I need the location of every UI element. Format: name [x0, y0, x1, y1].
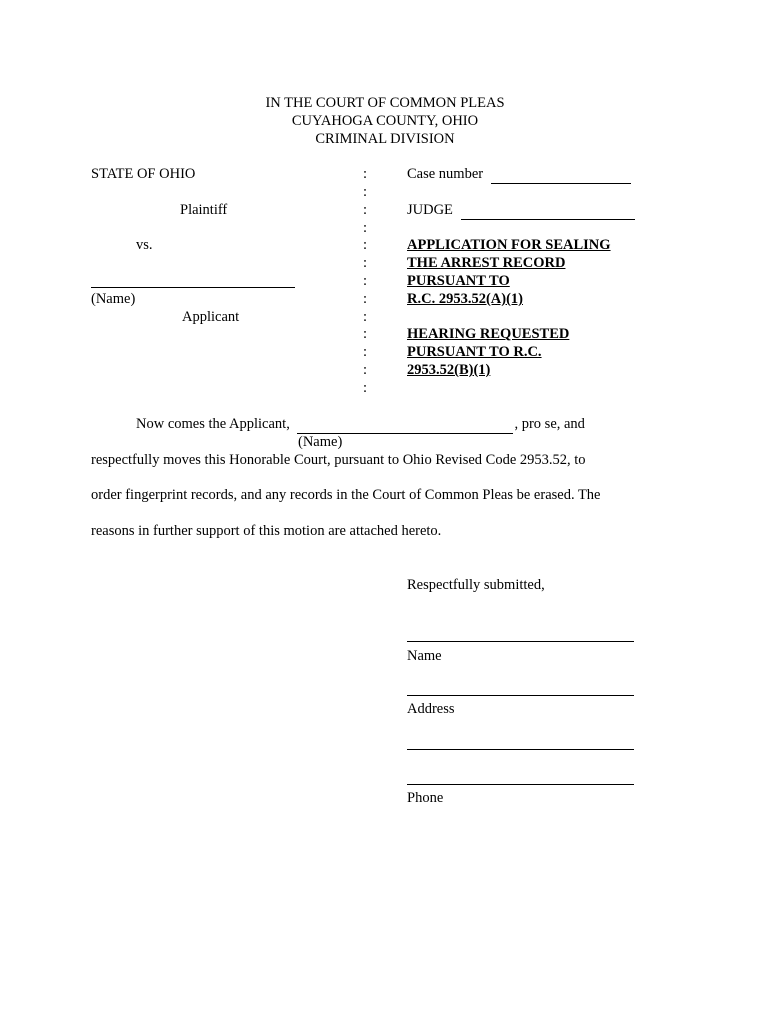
caption-colon: : [363, 237, 368, 253]
address-line-1[interactable] [407, 695, 634, 696]
caption-colon: : [363, 166, 368, 182]
court-name: IN THE COURT OF COMMON PLEAS [265, 95, 505, 111]
intro-end-text: , pro se, and [514, 416, 585, 432]
phone-line[interactable] [407, 784, 634, 785]
name-caption: (Name) [91, 291, 136, 307]
caption-colon: : [363, 326, 368, 342]
caption-colon: : [363, 202, 368, 218]
applicant-name-blank[interactable] [297, 416, 513, 434]
address-label: Address [407, 701, 455, 717]
name-signature-line[interactable] [407, 641, 634, 642]
address-line-2[interactable] [407, 749, 634, 750]
application-title-line: PURSUANT TO [407, 273, 510, 289]
plaintiff-label: Plaintiff [180, 202, 228, 218]
caption-colon: : [363, 344, 368, 360]
caption-colon: : [363, 362, 368, 378]
intro-start-text: Now comes the Applicant, [136, 416, 290, 432]
judge-field [407, 202, 635, 220]
case-number-field [407, 166, 631, 184]
state-label: STATE OF OHIO [91, 166, 196, 182]
application-title-line: R.C. 2953.52(A)(1) [407, 291, 523, 307]
caption-colon: : [363, 380, 368, 396]
county-name: CUYAHOGA COUNTY, OHIO [291, 113, 479, 129]
caption-colon: : [363, 184, 368, 200]
application-title-line: APPLICATION FOR SEALING [407, 237, 611, 253]
hearing-request-line: PURSUANT TO R.C. [407, 344, 542, 360]
judge-blank[interactable] [461, 202, 635, 220]
case-number-blank[interactable] [491, 166, 631, 184]
division-name: CRIMINAL DIVISION [315, 131, 455, 147]
closing-text: Respectfully submitted, [407, 577, 545, 593]
case-number-label: Case number [407, 166, 484, 182]
caption-colon: : [363, 273, 368, 289]
name-label: Name [407, 648, 442, 664]
judge-label: JUDGE [407, 202, 453, 218]
applicant-name-line[interactable] [91, 287, 295, 288]
caption-colon: : [363, 309, 368, 325]
caption-colon: : [363, 291, 368, 307]
hearing-request-line: HEARING REQUESTED [407, 326, 570, 342]
vs-label: vs. [136, 237, 153, 253]
body-name-caption: (Name) [298, 434, 343, 450]
intro-line [136, 416, 585, 434]
applicant-label: Applicant [182, 309, 240, 325]
caption-colon: : [363, 220, 368, 236]
application-title-line: THE ARREST RECORD [407, 255, 566, 271]
body-line: reasons in further support of this motion are attached hereto. [91, 523, 442, 539]
caption-colon: : [363, 255, 368, 271]
body-line: respectfully moves this Honorable Court, pursuant to Ohio Revised Code 2953.52, to [91, 452, 586, 468]
phone-label: Phone [407, 790, 444, 806]
body-line: order fingerprint records, and any records in the Court of Common Pleas be erased. The [91, 487, 601, 503]
hearing-request-line: 2953.52(B)(1) [407, 362, 491, 378]
